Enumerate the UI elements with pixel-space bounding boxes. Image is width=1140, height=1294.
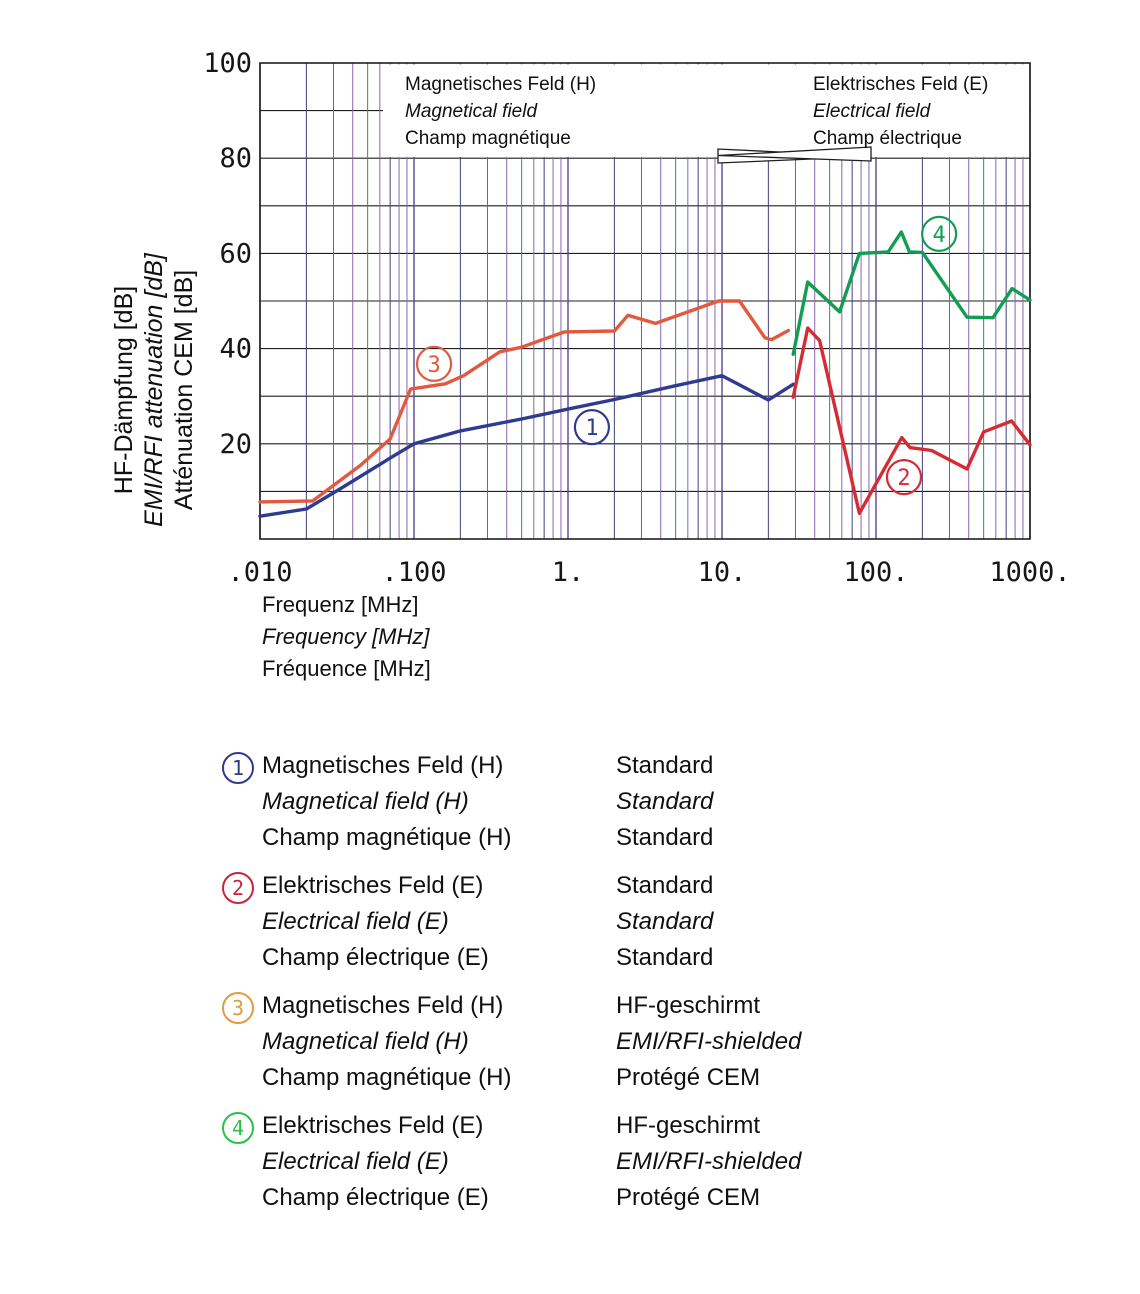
curve-1 xyxy=(260,376,793,517)
x-tick-10.: 10. xyxy=(697,557,747,588)
legend-label-4-1: Electrical field (E) xyxy=(262,1148,449,1175)
y-tick-80: 80 xyxy=(219,143,252,175)
y-axis-title-fr: Atténuation CEM [dB] xyxy=(170,269,198,511)
legend-value-2-0: Standard xyxy=(616,872,714,899)
x-axis-title-de: Frequenz [MHz] xyxy=(262,592,419,617)
legend xyxy=(222,748,982,1228)
legend-label-3-0: Magnetisches Feld (H) xyxy=(262,992,504,1019)
legend-label-2-2: Champ électrique (E) xyxy=(262,944,489,971)
legend-label-3-1: Magnetical field (H) xyxy=(262,1028,469,1055)
field-box-magnetic-line-fr: Champ magnétique xyxy=(405,128,571,149)
annotation-3 xyxy=(417,347,451,381)
field-box-electric-line-fr: Champ électrique xyxy=(813,128,962,149)
legend-value-4-1: EMI/RFI-shielded xyxy=(616,1148,802,1175)
field-box-electric-line-en: Electrical field xyxy=(813,101,931,122)
chart-curves xyxy=(260,232,1030,516)
legend-value-4-0: HF-geschirmt xyxy=(616,1112,761,1139)
x-tick-1000.: 1000. xyxy=(989,557,1071,588)
legend-values-2 xyxy=(616,868,982,976)
legend-value-1-0: Standard xyxy=(616,752,714,779)
x-axis-title-fr: Fréquence [MHz] xyxy=(262,656,431,681)
y-tick-100: 100 xyxy=(203,48,252,79)
legend-value-3-0: HF-geschirmt xyxy=(616,992,761,1019)
annotation-number-4: 4 xyxy=(932,222,946,248)
legend-label-3-2: Champ magnétique (H) xyxy=(262,1064,512,1091)
legend-badge-4: 4 xyxy=(222,1112,254,1144)
curve-4 xyxy=(793,232,1030,354)
curve-2 xyxy=(793,328,1030,513)
curve-3 xyxy=(260,301,788,502)
legend-value-2-2: Standard xyxy=(616,944,714,971)
annotation-2 xyxy=(887,460,921,494)
legend-label-1-1: Magnetical field (H) xyxy=(262,788,469,815)
field-box-electric-line-de: Elektrisches Feld (E) xyxy=(813,74,989,95)
legend-badge-1: 1 xyxy=(222,752,254,784)
annotation-1 xyxy=(575,410,609,444)
legend-value-1-1: Standard xyxy=(616,788,714,815)
field-box-magnetic-line-de: Magnetisches Feld (H) xyxy=(405,74,597,95)
legend-values-1 xyxy=(616,748,982,856)
y-tick-40: 40 xyxy=(219,333,252,365)
legend-label-1-0: Magnetisches Feld (H) xyxy=(262,752,504,779)
x-tick-100.: 100. xyxy=(843,557,909,588)
legend-value-4-2: Protégé CEM xyxy=(616,1184,761,1211)
x-tick-.010: .010 xyxy=(227,557,293,588)
chart-annotations xyxy=(417,217,956,494)
annotation-number-3: 3 xyxy=(427,352,441,378)
legend-names-4 xyxy=(262,1108,616,1216)
legend-item-3 xyxy=(222,988,982,1096)
x-axis-title xyxy=(262,592,431,681)
y-tick-60: 60 xyxy=(219,238,252,270)
legend-names-3 xyxy=(262,988,616,1096)
legend-values-4 xyxy=(616,1108,982,1216)
x-tick-1.: 1. xyxy=(551,557,585,588)
legend-names-2 xyxy=(262,868,616,976)
field-box-magnetic-line-en: Magnetical field xyxy=(405,101,538,122)
legend-value-2-1: Standard xyxy=(616,908,714,935)
y-tick-20: 20 xyxy=(219,428,252,460)
legend-value-3-1: EMI/RFI-shielded xyxy=(616,1028,802,1055)
y-axis-title-de: HF-Dämpfung [dB] xyxy=(110,285,138,495)
y-axis-title-en: EMI/RFI attenuation [dB] xyxy=(140,253,168,527)
x-tick-.100: .100 xyxy=(381,557,447,588)
legend-label-4-2: Champ électrique (E) xyxy=(262,1184,489,1211)
legend-label-2-0: Elektrisches Feld (E) xyxy=(262,872,484,899)
legend-badge-3: 3 xyxy=(222,992,254,1024)
legend-values-3 xyxy=(616,988,982,1096)
legend-badge-2: 2 xyxy=(222,872,254,904)
annotation-4 xyxy=(922,217,956,251)
legend-names-1 xyxy=(262,748,616,856)
legend-label-2-1: Electrical field (E) xyxy=(262,908,449,935)
y-axis-title xyxy=(110,252,198,527)
legend-value-1-2: Standard xyxy=(616,824,714,851)
annotation-number-1: 1 xyxy=(585,416,599,442)
legend-item-4 xyxy=(222,1108,982,1216)
legend-item-2 xyxy=(222,868,982,976)
legend-item-1 xyxy=(222,748,982,856)
x-axis-title-en: Frequency [MHz] xyxy=(262,624,430,649)
annotation-number-2: 2 xyxy=(897,466,911,492)
legend-value-3-2: Protégé CEM xyxy=(616,1064,761,1091)
legend-label-4-0: Elektrisches Feld (E) xyxy=(262,1112,484,1139)
legend-label-1-2: Champ magnétique (H) xyxy=(262,824,512,851)
